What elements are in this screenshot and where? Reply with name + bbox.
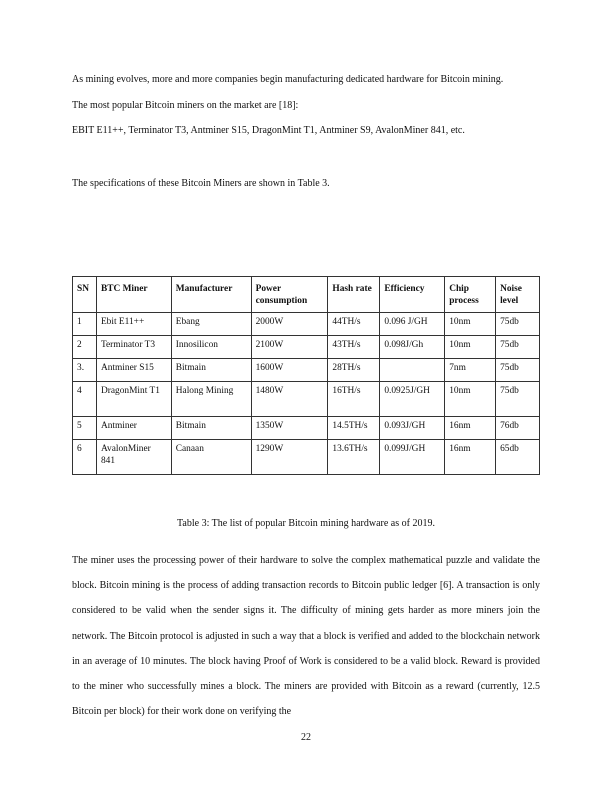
table-cell: 3. xyxy=(73,359,97,382)
table-cell: 0.098J/Gh xyxy=(380,336,445,359)
table-cell: 5 xyxy=(73,417,97,440)
table-cell: Ebit E11++ xyxy=(96,313,171,336)
table-cell xyxy=(380,359,445,382)
table-caption: Table 3: The list of popular Bitcoin mining hardware as of 2019. xyxy=(177,518,435,529)
table-cell: 16nm xyxy=(445,417,496,440)
table-cell: 4 xyxy=(73,382,97,417)
table-cell: 2100W xyxy=(251,336,328,359)
table-cell: 1 xyxy=(73,313,97,336)
table-row xyxy=(73,313,540,336)
page-number: 22 xyxy=(301,732,311,743)
header-power-consumption: Power consumption xyxy=(251,277,328,313)
table-row xyxy=(73,417,540,440)
table-cell: 75db xyxy=(496,336,540,359)
table-cell: 75db xyxy=(496,313,540,336)
table-cell: Terminator T3 xyxy=(96,336,171,359)
table-cell: 6 xyxy=(73,440,97,475)
table-cell: 1350W xyxy=(251,417,328,440)
intro-line-2: The most popular Bitcoin miners on the market are [18]: xyxy=(72,100,299,111)
table-cell: 0.093J/GH xyxy=(380,417,445,440)
table-row xyxy=(73,382,540,417)
table-row xyxy=(73,440,540,475)
table-cell: 7nm xyxy=(445,359,496,382)
miner-specs-table xyxy=(72,276,540,475)
table-cell: 2 xyxy=(73,336,97,359)
intro-line-3: EBIT E11++, Terminator T3, Antminer S15, DragonMint T1, Antminer S9, AvalonMiner 841, etc. xyxy=(72,125,465,136)
table-cell: 14.5TH/s xyxy=(328,417,380,440)
table-cell: 1480W xyxy=(251,382,328,417)
table-cell: 0.096 J/GH xyxy=(380,313,445,336)
table-cell: 10nm xyxy=(445,336,496,359)
table-cell: 16TH/s xyxy=(328,382,380,417)
table-cell: 1600W xyxy=(251,359,328,382)
table-cell: 10nm xyxy=(445,382,496,417)
table-cell: Canaan xyxy=(171,440,251,475)
table-cell: Halong Mining xyxy=(171,382,251,417)
table-cell: AvalonMiner 841 xyxy=(96,440,171,475)
header-manufacturer: Manufacturer xyxy=(171,277,251,313)
table-row xyxy=(73,336,540,359)
table-header-row xyxy=(73,277,540,313)
table-cell: 75db xyxy=(496,359,540,382)
table-cell: 1290W xyxy=(251,440,328,475)
table-cell: 10nm xyxy=(445,313,496,336)
header-sn: SN xyxy=(73,277,97,313)
table-cell: Bitmain xyxy=(171,417,251,440)
table-cell: 16nm xyxy=(445,440,496,475)
table-cell: 2000W xyxy=(251,313,328,336)
intro-line-1: As mining evolves, more and more companies begin manufacturing dedicated hardware for Bitcoin mining. xyxy=(72,74,504,85)
table-cell: 44TH/s xyxy=(328,313,380,336)
table-cell: 28TH/s xyxy=(328,359,380,382)
table-cell: DragonMint T1 xyxy=(96,382,171,417)
table-cell: 0.099J/GH xyxy=(380,440,445,475)
table-cell: Bitmain xyxy=(171,359,251,382)
header-hash-rate: Hash rate xyxy=(328,277,380,313)
table-cell: 65db xyxy=(496,440,540,475)
table-row xyxy=(73,359,540,382)
header-noise-level: Noise level xyxy=(496,277,540,313)
table-cell: 0.0925J/GH xyxy=(380,382,445,417)
table-cell: 13.6TH/s xyxy=(328,440,380,475)
table-cell: Antminer xyxy=(96,417,171,440)
table-cell: 76db xyxy=(496,417,540,440)
table-cell: 43TH/s xyxy=(328,336,380,359)
header-chip-process: Chip process xyxy=(445,277,496,313)
intro-line-4: The specifications of these Bitcoin Miners are shown in Table 3. xyxy=(72,178,330,189)
table-cell: Innosilicon xyxy=(171,336,251,359)
body-paragraph: The miner uses the processing power of their hardware to solve the complex mathematical puzzle and validate the block. Bitcoin mining is the process of adding transaction records to Bitcoin public ledger [6]. A transaction is only considered to be valid when the sender signs it. The difficulty of mining gets harder as more miners join the network. The Bitcoin protocol is adjusted in such a way that a block is verified and added to the blockchain network in an average of 10 minutes. The block having Proof of Work is considered to be a valid block. Reward is provided to the miner who successfully mines a block. The miners are provided with Bitcoin as a reward (currently, 12.5 Bitcoin per block) for their work done on verifying the xyxy=(72,555,540,718)
table-cell: Antminer S15 xyxy=(96,359,171,382)
table-cell: 75db xyxy=(496,382,540,417)
header-efficiency: Efficiency xyxy=(380,277,445,313)
header-btc-miner: BTC Miner xyxy=(96,277,171,313)
table-cell: Ebang xyxy=(171,313,251,336)
